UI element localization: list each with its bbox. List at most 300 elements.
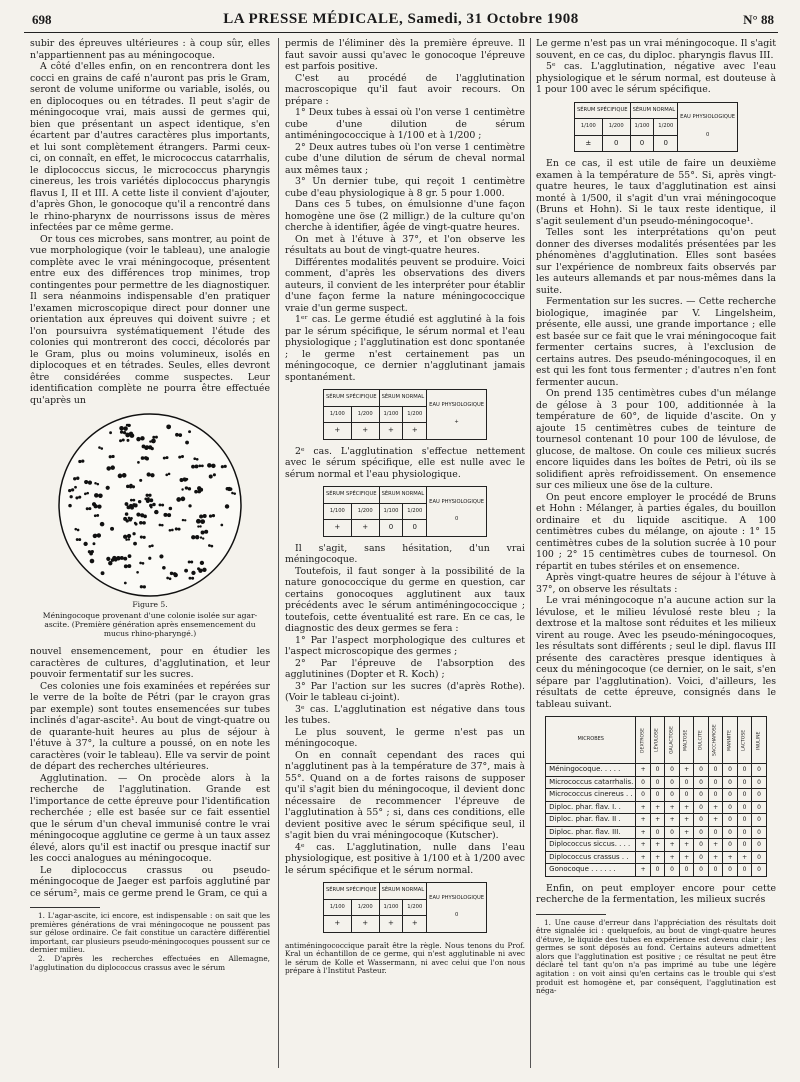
header-sugar: SACCHAROSE (708, 717, 723, 764)
coccus (125, 502, 129, 506)
coccus (151, 439, 156, 444)
fermentation-result: 0 (723, 801, 738, 814)
coccus (162, 566, 166, 570)
header-serum-specifique: SÉRUM SPÉCIFIQUE (574, 102, 630, 119)
fermentation-result: + (708, 851, 723, 864)
result-cell: + (403, 916, 427, 933)
coccus (200, 519, 205, 524)
paragraph: Telles sont les interprétations qu'on peut donner des diverses modalités présentées par les phénomènes d'agglutination. Elles sont basées sur l'expérience de nombreux faits observés par les auteurs allemands et par nous-mêmes dans la suite. (536, 227, 776, 296)
fermentation-result: + (679, 851, 694, 864)
eau-physiologique-cell (678, 102, 738, 152)
header-sugar: MALTOSE (679, 717, 694, 764)
coccus (200, 561, 204, 565)
coccus (127, 534, 131, 538)
coccus (224, 465, 227, 468)
result-cell: + (379, 916, 403, 933)
table-row (546, 814, 767, 827)
dilution-label: 1/200 (351, 899, 379, 916)
fermentation-result: 0 (737, 776, 752, 789)
fermentation-result: 0 (708, 776, 723, 789)
fermentation-result: 0 (636, 789, 651, 802)
coccus (98, 493, 103, 498)
coccus (94, 493, 99, 498)
coccus (178, 528, 181, 531)
coccus (141, 456, 145, 460)
coccus (97, 504, 101, 508)
result-cell: 0 (403, 520, 427, 537)
paragraph: Enfin, on peut employer encore pour cette recherche de la fermentation, les milieux sucrés (536, 882, 776, 905)
coccus (167, 513, 171, 517)
coccus (229, 487, 233, 491)
coccus (74, 528, 77, 531)
fermentation-result: 0 (723, 776, 738, 789)
journal-title: LA PRESSE MÉDICALE, Samedi, 31 Octobre 1908 (223, 11, 579, 27)
coccus (166, 577, 169, 580)
fermentation-result: 0 (665, 826, 680, 839)
coccus (202, 568, 206, 572)
column-rule-1 (278, 38, 279, 1068)
paragraph: Après vingt-quatre heures de séjour à l'étuve à 37°, on observe les résultats : (536, 572, 776, 595)
paragraph: Le plus souvent, le germe n'est pas un méningocoque. (285, 726, 525, 749)
coccus (191, 465, 195, 469)
paragraph: Or tous ces microbes, sans montrer, au point de vue morphologique (voir le tableau), une analogie complète avec le vrai méningocoque, présentent entre eux des différences trop minimes, trop contingentes pour permettre de les diagnostiquer. Il sera néanmoins indispensable d'en pratiquer l'examen microscopique direct pour donner une orientation aux épreuves qui doivent suivre ; et l'on poursuivra systématiquement l'étude des colonies qui montreront des cocci, décolorés par le Gram, plus ou moins volumineux, isolés en diplocoques et en tétrades. Seules, elles devront être considérées comme suspectes. Leur identification complète ne pourra être effectuée qu'après un (30, 233, 270, 406)
coccus (78, 460, 81, 463)
column-rule-2 (530, 38, 531, 1068)
microbe-name: Diploc. phar. flav. III. (546, 826, 636, 839)
header-sugar: DULCITE (694, 717, 709, 764)
paragraph: C'est au procédé de l'agglutination macroscopique qu'il faut avoir recours. On prépare : (285, 72, 525, 107)
footnote: antiméningococcique paraît être la règle. Nous tenons du Prof. Kral un échantillon de ce germe, qui n'est agglutinable ni avec le sérum de Kolle et Wassermann, ni avec celui que l'on nous prépare à l'Institut Pasteur. (285, 940, 525, 976)
coccus (159, 503, 162, 506)
fermentation-result: 0 (694, 814, 709, 827)
fermentation-result: + (708, 839, 723, 852)
coccus (165, 456, 168, 459)
fermentation-result: + (636, 826, 651, 839)
fermentation-result: + (650, 839, 665, 852)
dilution-label: 1/100 (323, 503, 351, 520)
paragraph: A côté d'elles enfin, on en rencontrera dont les cocci en grains de café n'auront pas pris le Gram, seront de volume uniforme ou variable, isolés, ou en diplocoques ou en tétrades. Il peut s'agir de méningocoque vrai, mais aussi de germes qui, bien que présentant un aspect identique, s'en écartent par d'autres caractères plus importants, et lui sont complètement étrangers. Parmi ceux-ci, on connaît, en effet, le micrococcus catarrhalis, le diplococcus siccus, le micrococcus pharyngis cinereus, les trois variétés diplococcus pharyngis flavus I, II et III. A cette liste il convient d'ajouter, d'après Ghon, le gonocoque qu'il a rencontré dans le rhino-pharynx de nourrissons issus de mères infectées par ce même germe. (30, 61, 270, 233)
coccus (185, 486, 188, 489)
header-eau-physiologique: EAU PHYSIOLOGIQUE (429, 401, 485, 408)
coccus (203, 514, 207, 518)
table-row (546, 851, 767, 864)
fermentation-result: 0 (737, 801, 752, 814)
figure-caption (34, 600, 266, 638)
coccus (125, 538, 128, 541)
result-cell: + (379, 423, 403, 440)
fermentation-result: 0 (694, 864, 709, 877)
coccus (84, 493, 87, 496)
coccus (159, 524, 162, 527)
issue-number: N° 88 (743, 12, 774, 27)
coccus (78, 538, 81, 541)
coccus (148, 494, 151, 497)
paragraph: 3ᵉ cas. L'agglutination est négative dans tous les tubes. (285, 703, 525, 726)
coccus (112, 556, 116, 560)
coccus (144, 456, 148, 460)
header-sugar: LÉVULOSE (650, 717, 665, 764)
coccus (93, 542, 96, 545)
coccus (134, 522, 137, 525)
paragraph: On peut encore employer le procédé de Bruns et Hohn : Mélanger, à parties égales, du bouillon ordinaire et du liquide ascitique. A 100 centimètres cubes du mélange, on ajoute : 1° 15 centimètres cubes de la solution sucrée à 10 pour 100 ; 2° 15 centimètres cubes de tournesol. On répartit en tubes stériles et on ensemence. (536, 491, 776, 572)
coccus (207, 463, 211, 467)
coccus (100, 447, 103, 450)
coccus (221, 465, 224, 468)
microbe-name: Micrococcus cinereus . . (546, 789, 636, 802)
coccus (93, 504, 97, 508)
coccus (142, 562, 145, 565)
coccus (74, 486, 77, 489)
coccus (116, 556, 120, 560)
coccus (200, 536, 202, 538)
coccus (146, 494, 149, 497)
micrograph-image (57, 412, 243, 598)
eau-result: 0 (705, 131, 710, 138)
coccus (181, 497, 186, 502)
result-cell: + (403, 423, 427, 440)
coccus (126, 485, 130, 489)
fermentation-result: + (708, 814, 723, 827)
coccus (169, 529, 172, 532)
coccus (175, 433, 179, 437)
coccus (124, 582, 127, 585)
paragraph: Le diplococcus crassus ou pseudo-méningocoque de Jaeger est parfois agglutiné par ce sérum², mais ce germe prend le Gram, ce qui a (30, 864, 270, 899)
coccus (195, 535, 199, 539)
fermentation-result: 0 (752, 839, 767, 852)
coccus (188, 487, 191, 490)
coccus (130, 499, 133, 502)
coccus (208, 544, 211, 547)
coccus (123, 431, 126, 434)
dilution-label: 1/100 (574, 119, 602, 136)
coccus (118, 474, 123, 479)
coccus (83, 542, 87, 546)
fermentation-result: 0 (665, 789, 680, 802)
fermentation-result: + (636, 764, 651, 777)
coccus (86, 507, 89, 510)
coccus (132, 499, 135, 502)
fermentation-result: 0 (723, 864, 738, 877)
coccus (106, 486, 110, 490)
microbe-name: Gonocoque . . . . . . (546, 864, 636, 877)
fermentation-result: 0 (737, 789, 752, 802)
coccus (147, 472, 151, 476)
eau-physiologique-cell (427, 883, 487, 933)
coccus (97, 533, 101, 537)
header-serum-normal: SÉRUM NORMAL (379, 883, 427, 900)
dilution-label: 1/200 (403, 899, 427, 916)
paragraph: 3° Un dernier tube, qui reçoit 1 centimètre cube d'eau physiologique à 8 gr. 5 pour 1.000. (285, 176, 525, 199)
coccus (139, 562, 142, 565)
coccus (130, 506, 134, 510)
dilution-label: 1/200 (403, 503, 427, 520)
paragraph: Le germe n'est pas un vrai méningocoque. Il s'agit souvent, en ce cas, du diploc. pharyngis flavus III. (536, 38, 776, 61)
coccus (136, 437, 140, 441)
coccus (110, 465, 114, 469)
footnote: 1. Une cause d'erreur dans l'appréciation des résultats doit être signalée ici : quelquefois, au bout de vingt-quatre heures d'étuve, le liquide des tubes en expérience est devenu clair ; les germes se sont déposés au fond. Certains auteurs admettent alors que l'agglutination est positive ; ce résultat ne peut être déclaré tel tant qu'on n'a pas imprimé au tube une légère agitation : on voit ainsi qu'en certains cas le trouble qui s'est produit est homogène et, par conséquent, l'agglutination est néga- (536, 917, 776, 996)
result-cell: + (351, 423, 379, 440)
coccus (163, 513, 167, 517)
coccus (146, 499, 150, 503)
coccus (151, 544, 154, 547)
coccus (161, 524, 164, 527)
coccus (150, 473, 154, 477)
fermentation-result: 0 (694, 826, 709, 839)
fermentation-result: + (650, 801, 665, 814)
coccus (181, 488, 183, 490)
coccus (201, 464, 204, 467)
coccus (184, 569, 188, 573)
fermentation-result: 0 (737, 839, 752, 852)
coccus (209, 515, 212, 518)
paragraph: 1° Deux tubes à essai où l'on verse 1 centimètre cube d'une dilution de sérum antiméningococcique à 1/100 et à 1/200 ; (285, 107, 525, 141)
coccus (127, 505, 131, 509)
paragraph: permis de l'éliminer dès la première épreuve. Il faut savoir aussi qu'avec le gonocoque l'épreuve est parfois positive. (285, 38, 525, 72)
table-row (546, 864, 767, 877)
fermentation-result: 0 (737, 864, 752, 877)
coccus (93, 534, 97, 538)
coccus (70, 495, 73, 498)
dilution-label: 1/100 (379, 503, 403, 520)
coccus (204, 530, 208, 534)
paragraph: 1° Par l'aspect morphologique des cultures et l'aspect microscopique des germes ; (285, 634, 525, 657)
header-sugar: GALACTOSE (665, 717, 680, 764)
paragraph: Fermentation sur les sucres. — Cette recherche biologique, imaginée par V. Lingelsheim, présente, elle aussi, une grande importance ; elle est basée sur ce fait que le vrai méningocoque fait fermenter certains sucres, à l'exclusion de certains autres. Des pseudo-méningocoques, il en est qui les font tous fermenter ; d'autres n'en font fermenter aucun. (536, 296, 776, 388)
sugar-fermentation-table (545, 716, 767, 877)
fermentation-result: 0 (694, 776, 709, 789)
header-sugar: LACTOSE (737, 717, 752, 764)
header-serum-specifique: SÉRUM SPÉCIFIQUE (323, 487, 379, 504)
coccus (199, 514, 203, 518)
coccus (213, 473, 216, 476)
column-3 (536, 38, 776, 996)
fermentation-result: 0 (665, 776, 680, 789)
coccus (210, 545, 213, 548)
fermentation-result: + (650, 814, 665, 827)
coccus (132, 532, 135, 535)
coccus (161, 504, 164, 507)
table-row (546, 826, 767, 839)
fermentation-result: 0 (694, 801, 709, 814)
paragraph: Il s'agit, sans hésitation, d'un vrai méningocoque. (285, 542, 525, 565)
coccus (188, 504, 191, 507)
coccus (76, 477, 79, 480)
coccus (128, 554, 132, 558)
coccus (137, 461, 140, 464)
coccus (81, 460, 84, 463)
result-cell: + (351, 916, 379, 933)
fermentation-result: 0 (708, 826, 723, 839)
paragraph: subir des épreuves ultérieures : à coup sûr, elles n'appartiennent pas au méningocoque. (30, 38, 270, 61)
dilution-label: 1/200 (654, 119, 678, 136)
coccus (182, 519, 184, 521)
coccus (188, 430, 191, 433)
coccus (144, 446, 148, 450)
coccus (88, 481, 92, 485)
coccus (168, 473, 171, 476)
dilution-label: 1/200 (602, 119, 630, 136)
coccus (199, 525, 201, 527)
fermentation-result: 0 (650, 826, 665, 839)
coccus (127, 564, 131, 568)
coccus (202, 537, 204, 539)
fermentation-result: 0 (650, 776, 665, 789)
figure-title: Figure 5. (132, 600, 168, 609)
dilution-label: 1/200 (351, 406, 379, 423)
fermentation-result: 0 (752, 851, 767, 864)
coccus (71, 488, 74, 491)
paragraph: On en connaît cependant des races qui n'agglutinent pas à la température de 37°, mais à 55°. Quand on a de fortes raisons de supposer qu'il s'agit bien du méningocoque, il devient donc nécessaire de recommencer l'épreuve de l'agglutination à 55° ; si, dans ces conditions, elle devient positive avec le sérum spécifique seul, il s'agit bien du vrai méningocoque (Kutscher). (285, 749, 525, 841)
paragraph: Toutefois, il faut songer à la possibilité de la nature gonococcique du germe en question, car certains gonocoques agglutinent aux taux précédents avec le sérum antiméningococcique ; toutefois, cette éventualité est rare. En ce cas, le diagnostic des deux germes se fera : (285, 565, 525, 634)
fermentation-result: 0 (636, 776, 651, 789)
coccus (106, 557, 110, 561)
coccus (181, 455, 184, 458)
coccus (76, 538, 79, 541)
fermentation-result: 0 (723, 814, 738, 827)
coccus (173, 573, 177, 577)
coccus (149, 504, 153, 508)
coccus (209, 475, 213, 479)
table-row (546, 789, 767, 802)
fermentation-result: 0 (708, 864, 723, 877)
microbe-name: Diplococcus siccus. . . . (546, 839, 636, 852)
fermentation-result: 0 (694, 789, 709, 802)
fermentation-result: + (665, 839, 680, 852)
coccus (89, 552, 93, 556)
result-cell: 0 (379, 520, 403, 537)
fermentation-result: + (737, 851, 752, 864)
coccus (197, 525, 199, 527)
coccus (94, 514, 97, 517)
coccus (190, 561, 193, 564)
coccus (122, 473, 127, 478)
coccus (140, 585, 143, 588)
coccus (180, 478, 184, 482)
paragraph: 2° Par l'épreuve de l'absorption des agglutinines (Dopter et R. Koch) ; (285, 657, 525, 680)
coccus (183, 478, 187, 482)
column-2 (285, 38, 525, 976)
paragraph: Dans ces 5 tubes, on émulsionne d'une façon homogène une öse (2 milligr.) de la culture qu'on cherche à identifier, âgée de vingt-quatre heures. (285, 199, 525, 233)
coccus (196, 458, 199, 461)
coccus (109, 431, 112, 434)
coccus (84, 480, 88, 484)
coccus (129, 432, 133, 436)
header-serum-normal: SÉRUM NORMAL (379, 487, 427, 504)
coccus (152, 503, 156, 507)
fermentation-result: 0 (650, 864, 665, 877)
coccus (231, 492, 234, 495)
eau-physiologique-cell (427, 390, 487, 440)
coccus (128, 424, 131, 427)
coccus (97, 483, 100, 486)
coccus (125, 512, 128, 515)
fermentation-result: 0 (708, 764, 723, 777)
coccus (143, 536, 146, 539)
coccus (185, 441, 189, 445)
eau-result: 0 (454, 516, 459, 523)
agglutination-table (323, 389, 487, 440)
header-serum-specifique: SÉRUM SPÉCIFIQUE (323, 883, 379, 900)
coccus (163, 457, 166, 460)
paragraph: Ces colonies une fois examinées et repérées sur le verre de la boîte de Pétri (par le crayon gras par exemple) sont toutes ensemencées sur tubes inclinés d'agar-ascite¹. Au bout de vingt-quatre ou de quarante-huit heures au plus de séjour à l'étuve à 37°, la culture a poussé, on en note les caractères (voir le tableau). Elle va servir de point de départ des recherches ultérieures. (30, 680, 270, 772)
fermentation-result: + (636, 801, 651, 814)
coccus (110, 527, 114, 531)
coccus (139, 479, 142, 482)
coccus (148, 545, 151, 548)
coccus (75, 496, 78, 499)
coccus (123, 426, 128, 431)
coccus (198, 568, 202, 572)
coccus (120, 430, 123, 433)
coccus (159, 554, 163, 558)
coccus (184, 519, 186, 521)
coccus (149, 498, 153, 502)
coccus (78, 496, 81, 499)
fermentation-result: + (679, 764, 694, 777)
coccus (211, 464, 215, 468)
coccus (142, 521, 146, 525)
coccus (86, 492, 89, 495)
figure-caption-text: Méningocoque provenant d'une colonie isolée sur agar-ascite. (Première génération après ensemencement du mucus rhino-pharyngé.) (42, 611, 258, 638)
coccus (96, 514, 99, 517)
coccus (94, 482, 97, 485)
coccus (201, 530, 205, 534)
fermentation-result: + (636, 864, 651, 877)
result-cell: + (323, 916, 351, 933)
coccus (178, 433, 182, 437)
coccus (119, 439, 122, 442)
paragraph: On met à l'étuve à 37°, et l'on observe les résultats au bout de vingt-quatre heures. (285, 233, 525, 256)
fermentation-result: 0 (679, 776, 694, 789)
coccus (195, 465, 199, 469)
coccus (154, 510, 158, 514)
fermentation-result: 0 (752, 789, 767, 802)
eau-physiologique-cell (427, 487, 487, 537)
coccus (123, 557, 127, 561)
coccus (225, 504, 229, 508)
column-1 (30, 38, 270, 972)
coccus (90, 559, 95, 564)
coccus (126, 424, 129, 427)
header-sugar: DEXTROSE (636, 717, 651, 764)
fermentation-result: 0 (694, 764, 709, 777)
coccus (188, 561, 191, 564)
fermentation-result: 0 (708, 789, 723, 802)
coccus (176, 497, 181, 502)
microbe-name: Diplococcus crassus . . (546, 851, 636, 864)
eau-result: 0 (454, 912, 459, 919)
header-serum-normal: SÉRUM NORMAL (630, 102, 678, 119)
coccus (68, 504, 72, 508)
header-eau-physiologique: EAU PHYSIOLOGIQUE (680, 114, 736, 121)
coccus (73, 477, 76, 480)
coccus (109, 455, 112, 458)
paragraph: On prend 135 centimètres cubes d'un mélange de gélose à 3 pour 100, additionnée à la température de 60°, de liquide d'ascite. On y ajoute 15 centimètres cubes de teinture de tournesol contenant 10 pour 100 de lévulose, de glucose, de maltose. On coule ces milieux sucrés encore liquides dans les boîtes de Petri, où ils se solidifient après refroidissement. On ensemence sur ces milieux une öse de la culture. (536, 388, 776, 491)
fermentation-result: 0 (737, 764, 752, 777)
fermentation-result: + (665, 851, 680, 864)
coccus (193, 457, 196, 460)
footnote-rule (536, 914, 606, 915)
header-serum-specifique: SÉRUM SPÉCIFIQUE (323, 390, 379, 407)
result-cell: + (323, 423, 351, 440)
coccus (136, 512, 140, 516)
coccus (169, 577, 172, 580)
header-sugar: INULINE (752, 717, 767, 764)
header-eau-physiologique: EAU PHYSIOLOGIQUE (429, 498, 485, 505)
result-cell: + (323, 520, 351, 537)
result-cell: 0 (630, 135, 654, 152)
fermentation-result: 0 (694, 839, 709, 852)
